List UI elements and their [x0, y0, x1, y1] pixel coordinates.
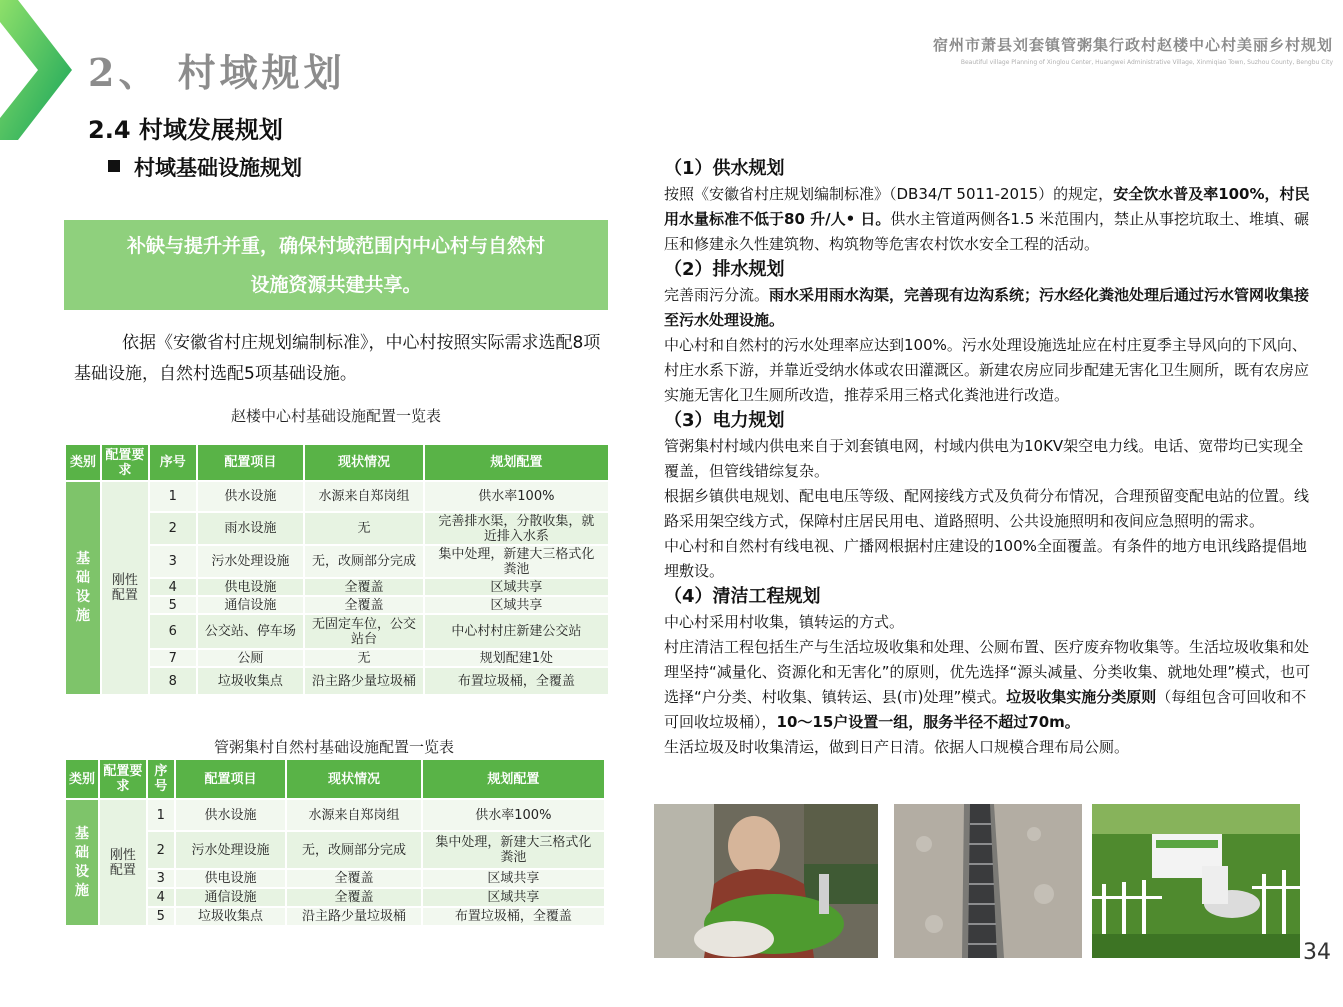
header-number: 序号	[149, 444, 197, 481]
table-cell: 2	[147, 831, 175, 869]
table1-title: 赵楼中心村基础设施配置一览表	[230, 407, 441, 425]
drainage-grate-photo	[894, 804, 1082, 958]
table-cell: 集中处理，新建大三格式化粪池	[424, 545, 609, 578]
table-cell: 垃圾收集点	[175, 907, 286, 926]
banner-line-2: 设施资源共建共享。	[250, 274, 422, 296]
sanitation-paragraph-1: 中心村采用村收集，镇转运的方式。	[664, 613, 905, 631]
topic-heading-text: 村域基础设施规划	[134, 156, 302, 180]
header-item: 配置项目	[175, 759, 286, 799]
document-title: 宿州市萧县刘套镇管粥集行政村赵楼中心村美丽乡村规划	[932, 36, 1333, 54]
villager-washing-vegetables-photo	[654, 804, 878, 958]
drainage-paragraph-1	[664, 283, 1314, 333]
bold-text-run: 垃圾收集实施分类原则	[1006, 688, 1157, 706]
table-cell: 布置垃圾桶，全覆盖	[424, 667, 609, 695]
table-cell: 水源来自郑岗组	[304, 481, 424, 512]
sanitation-heading: （4）清洁工程规划	[664, 586, 821, 607]
table-cell: 3	[147, 869, 175, 888]
header-plan: 规划配置	[422, 759, 605, 799]
table-cell: 规划配建1处	[424, 649, 609, 667]
table-cell: 供水设施	[175, 799, 286, 831]
water-supply-paragraph	[664, 182, 1314, 257]
text-run: 村庄清洁工程包括生产与生活垃圾收集和处理、公厕布置、医疗废弃物收集等。生活垃圾收集和处理坚持“减量化、资源化和无害化”的原则，优先选择“源头减量、分类收集、就地处理”模式，也可选择“户分类、村收集、镇转运、县(市)处理”模式。	[664, 638, 1311, 706]
power-heading: （3）电力规划	[664, 410, 785, 431]
table-cell: 全覆盖	[304, 596, 424, 614]
text-run: （每组包含可回收和不可回收垃圾桶），	[664, 688, 1307, 731]
table-cell: 污水处理设施	[175, 831, 286, 869]
table-cell: 8	[149, 667, 197, 695]
table-cell: 区域共享	[424, 578, 609, 596]
table-cell: 通信设施	[175, 888, 286, 907]
sanitation-paragraph-3: 生活垃圾及时收集清运，做到日产日清。依据人口规模合理布局公厕。	[664, 738, 1130, 756]
header-requirement: 配置要求	[101, 444, 149, 481]
bold-text-run: 雨水采用雨水沟渠，完善现有边沟系统；污水经化粪池处理后通过污水管网收集接至污水处理设施。	[664, 286, 1310, 329]
table-cell: 供电设施	[175, 869, 286, 888]
table2-title: 管粥集村自然村基础设施配置一览表	[213, 738, 454, 756]
drainage-paragraph-2: 中心村和自然村的污水处理率应达到100%。污水处理设施选址应在村庄夏季主导风向的下风向、村庄水系下游，并靠近受纳水体或农田灌溉区。新建农房应同步配建无害化卫生厕所，既有农房应实施无害化卫生厕所改造，推荐采用三格式化粪池进行改造。	[664, 336, 1310, 404]
table-cell: 无，改厕部分完成	[286, 831, 421, 869]
table-cell: 供水率100%	[424, 481, 609, 512]
bold-text-run: 安全饮水普及率100%，村民用水量标准不低于80 升/人• 日。	[664, 185, 1310, 228]
category-cell: 基础设施	[65, 799, 99, 926]
page-number: 34	[1303, 940, 1331, 965]
header-plan: 规划配置	[424, 444, 609, 481]
table-cell: 供水率100%	[422, 799, 605, 831]
header-category: 类别	[65, 759, 99, 799]
table-cell: 雨水设施	[197, 512, 305, 545]
table-cell: 通信设施	[197, 596, 305, 614]
table-cell: 1	[147, 799, 175, 831]
water-supply-heading: （1）供水规划	[664, 158, 785, 179]
header-requirement: 配置要求	[99, 759, 147, 799]
table-cell: 区域共享	[424, 596, 609, 614]
header-number: 序号	[147, 759, 175, 799]
text-run: 完善雨污分流。	[664, 286, 770, 304]
table-cell: 公厕	[197, 649, 305, 667]
requirement-cell: 刚性配置	[101, 481, 149, 695]
table-cell: 5	[147, 907, 175, 926]
document-subtitle: Beautiful village Planning of Xinglou Center, Huangwei Administrative Village, Xinmiqiao Town, Suzhou County, Bengbu City	[960, 59, 1333, 66]
text-run: 按照《安徽省村庄规划编制标准》（DB34/T 5011-2015）的规定，	[664, 185, 1114, 203]
intro-paragraph: 依据《安徽省村庄规划编制标准》，中心村按照实际需求选配8项基础设施，自然村选配5项基础设施。	[74, 333, 601, 384]
table-cell: 沿主路少量垃圾桶	[286, 907, 421, 926]
natural-village-infrastructure-table	[64, 758, 606, 927]
topic-heading	[108, 152, 302, 182]
central-village-infrastructure-table	[64, 443, 610, 696]
header-status: 现状情况	[286, 759, 421, 799]
chevron-logo-icon	[0, 0, 80, 140]
table-cell: 3	[149, 545, 197, 578]
power-paragraph-1: 管粥集村村域内供电来自于刘套镇电网，村域内供电为10KV架空电力线。电话、宽带均已实现全覆盖，但管线错综复杂。	[664, 437, 1304, 480]
section-title: 2、 村域规划	[88, 50, 346, 95]
subsection-heading: 2.4 村域发展规划	[88, 116, 283, 144]
table-cell: 4	[149, 578, 197, 596]
table-cell: 水源来自郑岗组	[286, 799, 421, 831]
table-cell: 全覆盖	[286, 869, 421, 888]
table-cell: 供电设施	[197, 578, 305, 596]
category-cell: 基础设施	[65, 481, 101, 695]
table-cell: 公交站、停车场	[197, 614, 305, 649]
table-cell: 垃圾收集点	[197, 667, 305, 695]
drainage-heading: （2）排水规划	[664, 259, 785, 280]
table-cell: 全覆盖	[286, 888, 421, 907]
banner-line-1: 补缺与提升并重，确保村域范围内中心村与自然村	[126, 235, 545, 257]
table-cell: 全覆盖	[304, 578, 424, 596]
table-cell: 布置垃圾桶，全覆盖	[422, 907, 605, 926]
table-cell: 无	[304, 512, 424, 545]
bold-text-run: 10～15户设置一组，服务半径不超过70m。	[776, 713, 1080, 731]
septic-tank-facility-photo	[1092, 804, 1300, 958]
table-cell: 区域共享	[422, 869, 605, 888]
table-cell: 6	[149, 614, 197, 649]
table-cell: 4	[147, 888, 175, 907]
table-cell: 7	[149, 649, 197, 667]
table-cell: 完善排水渠，分散收集，就近排入水系	[424, 512, 609, 545]
table-cell: 无，改厕部分完成	[304, 545, 424, 578]
power-paragraph-2: 根据乡镇供电规划、配电电压等级、配网接线方式及负荷分布情况，合理预留变配电站的位置。线路采用架空线方式，保障村庄居民用电、道路照明、公共设施照明和夜间应急照明的需求。	[664, 487, 1310, 530]
highlight-banner	[64, 220, 608, 310]
table-cell: 无	[304, 649, 424, 667]
requirement-cell: 刚性配置	[99, 799, 147, 926]
table-cell: 无固定车位，公交站台	[304, 614, 424, 649]
table-cell: 1	[149, 481, 197, 512]
table-cell: 集中处理，新建大三格式化粪池	[422, 831, 605, 869]
text-run: 供水主管道两侧各1.5 米范围内，禁止从事挖坑取土、堆填、碾压和修建永久性建筑物、构筑物等危害农村饮水安全工程的活动。	[664, 210, 1310, 253]
table-cell: 沿主路少量垃圾桶	[304, 667, 424, 695]
table-cell: 区域共享	[422, 888, 605, 907]
table-cell: 5	[149, 596, 197, 614]
power-paragraph-3: 中心村和自然村有线电视、广播网根据村庄建设的100%全面覆盖。有条件的地方电讯线路提倡地埋敷设。	[664, 537, 1307, 580]
table-cell: 2	[149, 512, 197, 545]
table-cell: 供水设施	[197, 481, 305, 512]
square-bullet-icon	[108, 160, 120, 172]
sanitation-paragraph-2	[664, 635, 1314, 735]
header-category: 类别	[65, 444, 101, 481]
table-cell: 中心村村庄新建公交站	[424, 614, 609, 649]
header-status: 现状情况	[304, 444, 424, 481]
header-item: 配置项目	[197, 444, 305, 481]
planning-text-column	[664, 156, 1314, 760]
table-cell: 污水处理设施	[197, 545, 305, 578]
